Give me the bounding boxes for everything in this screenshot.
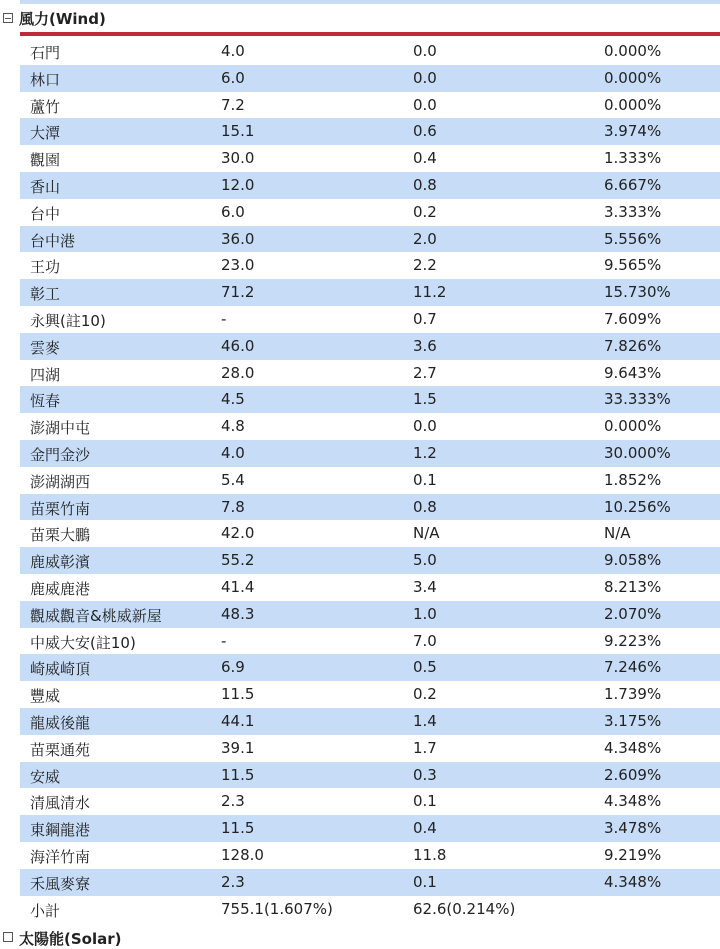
generation-cell: 0.5 [413,658,437,677]
generation-cell: 0.0 [413,68,437,87]
plant-name-cell: 林口 [30,70,61,89]
generation-cell: 0.1 [413,872,437,891]
table-row [20,413,720,440]
table-row [20,574,720,601]
capacity-cell: 46.0 [221,336,255,355]
table-row [20,735,720,762]
utilization-cell: 6.667% [604,175,662,194]
generation-cell: 0.4 [413,819,437,838]
utilization-cell: 5.556% [604,229,662,248]
utilization-cell: 7.826% [604,336,662,355]
utilization-cell: 8.213% [604,577,662,596]
subtotal-row [20,896,720,923]
generation-cell: 62.6(0.214%) [413,899,516,918]
capacity-cell: 2.3 [221,872,245,891]
plant-name-cell: 安威 [30,767,61,786]
table-row [20,762,720,789]
capacity-cell: 48.3 [221,604,255,623]
utilization-cell: 3.333% [604,202,662,221]
table-row [20,547,720,574]
plant-name-cell: 金門金沙 [30,445,91,464]
plant-name-cell: 觀園 [30,151,61,170]
table-row [20,92,720,119]
plant-name-cell: 永興(註10) [30,311,106,330]
utilization-cell: 4.348% [604,792,662,811]
capacity-cell: 6.0 [221,68,245,87]
utilization-cell: 2.070% [604,604,662,623]
utilization-cell: 7.609% [604,309,662,328]
table-row [20,118,720,145]
utilization-cell: 4.348% [604,738,662,757]
table-row [20,494,720,521]
generation-cell: 0.8 [413,497,437,516]
generation-cell: 1.4 [413,711,437,730]
utilization-cell: 7.246% [604,658,662,677]
generation-cell: 3.6 [413,336,437,355]
table-row [20,226,720,253]
utilization-cell: 0.000% [604,42,662,60]
generation-cell: 2.7 [413,363,437,382]
plant-name-cell: 鹿威鹿港 [30,579,91,598]
generation-cell: 0.2 [413,685,437,704]
capacity-cell: 12.0 [221,175,255,194]
utilization-cell: 1.739% [604,685,662,704]
utilization-cell: 15.730% [604,283,671,302]
capacity-cell: 4.8 [221,417,245,436]
section-title: 風力(Wind) [19,10,106,28]
plant-name-cell: 豐威 [30,687,61,706]
utilization-cell: 9.565% [604,256,662,275]
capacity-cell: 2.3 [221,792,245,811]
generation-cell: 1.7 [413,738,437,757]
generation-cell: 0.6 [413,122,437,141]
table-row [20,520,720,547]
capacity-cell: 128.0 [221,845,264,864]
utilization-cell: 3.478% [604,819,662,838]
table-row [20,815,720,842]
plant-name-cell: 中威大安(註10) [30,633,136,652]
utilization-cell: 9.219% [604,845,662,864]
plant-name-cell: 雲麥 [30,338,61,357]
plant-name-cell: 崎威崎頂 [30,660,91,679]
utilization-cell: 1.333% [604,149,662,168]
table-row [20,199,720,226]
capacity-cell: 30.0 [221,149,255,168]
capacity-cell: 71.2 [221,283,255,302]
solar-section-header[interactable] [0,928,720,948]
utilization-cell: 0.000% [604,417,662,436]
table-row [20,38,720,65]
utilization-cell: 2.609% [604,765,662,784]
generation-cell: 1.5 [413,390,437,409]
generation-cell: 1.0 [413,604,437,623]
collapse-toggle-icon[interactable] [3,13,13,23]
capacity-cell: 5.4 [221,470,245,489]
plant-name-cell: 鹿威彰濱 [30,553,91,572]
plant-name-cell: 澎湖湖西 [30,472,91,491]
generation-cell: 2.0 [413,229,437,248]
generation-cell: 0.2 [413,202,437,221]
generation-cell: 3.4 [413,577,437,596]
table-row [20,172,720,199]
capacity-cell: - [221,309,227,328]
wind-section-header[interactable] [0,4,720,32]
plant-name-cell: 澎湖中屯 [30,419,91,438]
utilization-cell: N/A [604,524,631,543]
utilization-cell: 9.058% [604,551,662,570]
plant-name-cell: 清風清水 [30,794,91,813]
capacity-cell: 28.0 [221,363,255,382]
capacity-cell: 11.5 [221,819,255,838]
table-row [20,681,720,708]
section-divider [20,32,720,36]
generation-cell: 0.0 [413,95,437,114]
utilization-cell: 0.000% [604,68,662,87]
utilization-cell: 0.000% [604,95,662,114]
utilization-cell: 4.348% [604,872,662,891]
plant-name-cell: 東鋼龍港 [30,821,91,840]
capacity-cell: - [221,631,227,650]
capacity-cell: 36.0 [221,229,255,248]
generation-cell: N/A [413,524,440,543]
capacity-cell: 23.0 [221,256,255,275]
plant-name-cell: 台中港 [30,231,76,250]
utilization-cell: 9.643% [604,363,662,382]
table-row [20,440,720,467]
table-row [20,386,720,413]
generation-cell: 0.4 [413,149,437,168]
table-row [20,708,720,735]
generation-cell: 11.2 [413,283,447,302]
plant-name-cell: 石門 [30,44,61,62]
next-section-title: 太陽能(Solar) [19,930,122,948]
table-row [20,467,720,494]
capacity-cell: 4.5 [221,390,245,409]
plant-name-cell: 小計 [30,901,61,920]
table-row [20,252,720,279]
table-row [20,628,720,655]
generation-cell: 5.0 [413,551,437,570]
collapse-toggle-icon[interactable] [3,932,13,942]
capacity-cell: 7.8 [221,497,245,516]
generation-cell: 0.1 [413,470,437,489]
capacity-cell: 755.1(1.607%) [221,899,333,918]
utilization-cell: 10.256% [604,497,671,516]
capacity-cell: 4.0 [221,42,245,60]
plant-name-cell: 海洋竹南 [30,847,91,866]
capacity-cell: 42.0 [221,524,255,543]
utilization-cell: 9.223% [604,631,662,650]
capacity-cell: 7.2 [221,95,245,114]
table-row [20,601,720,628]
generation-cell: 0.3 [413,765,437,784]
utilization-cell: 3.175% [604,711,662,730]
capacity-cell: 11.5 [221,685,255,704]
table-row [20,654,720,681]
generation-cell: 7.0 [413,631,437,650]
capacity-cell: 11.5 [221,765,255,784]
generation-cell: 0.0 [413,42,437,60]
plant-name-cell: 台中 [30,204,61,223]
generation-cell: 1.2 [413,443,437,462]
table-row [20,65,720,92]
generation-cell: 0.0 [413,417,437,436]
plant-name-cell: 恆春 [30,392,61,411]
utilization-cell: 3.974% [604,122,662,141]
capacity-cell: 39.1 [221,738,255,757]
capacity-cell: 6.9 [221,658,245,677]
plant-name-cell: 觀威觀音&桃威新屋 [30,606,162,625]
table-row [20,279,720,306]
table-row [20,145,720,172]
capacity-cell: 4.0 [221,443,245,462]
plant-name-cell: 苗栗竹南 [30,499,91,518]
table-row [20,333,720,360]
utilization-cell: 33.333% [604,390,671,409]
capacity-cell: 41.4 [221,577,255,596]
plant-name-cell: 苗栗通苑 [30,740,91,759]
generation-cell: 11.8 [413,845,447,864]
capacity-cell: 55.2 [221,551,255,570]
table-row [20,306,720,333]
generation-cell: 2.2 [413,256,437,275]
plant-name-cell: 王功 [30,258,61,277]
table-row [20,788,720,815]
generation-cell: 0.7 [413,309,437,328]
plant-name-cell: 禾風麥寮 [30,874,91,893]
wind-power-table [20,38,720,922]
capacity-cell: 15.1 [221,122,255,141]
table-row [20,360,720,387]
plant-name-cell: 香山 [30,177,61,196]
capacity-cell: 6.0 [221,202,245,221]
generation-cell: 0.1 [413,792,437,811]
table-row [20,842,720,869]
table-row [20,869,720,896]
plant-name-cell: 蘆竹 [30,97,61,116]
generation-cell: 0.8 [413,175,437,194]
plant-name-cell: 大潭 [30,124,61,143]
plant-name-cell: 彰工 [30,285,61,304]
utilization-cell: 1.852% [604,470,662,489]
plant-name-cell: 龍威後龍 [30,713,91,732]
utilization-cell: 30.000% [604,443,671,462]
capacity-cell: 44.1 [221,711,255,730]
plant-name-cell: 苗栗大鵬 [30,526,91,545]
plant-name-cell: 四湖 [30,365,61,384]
